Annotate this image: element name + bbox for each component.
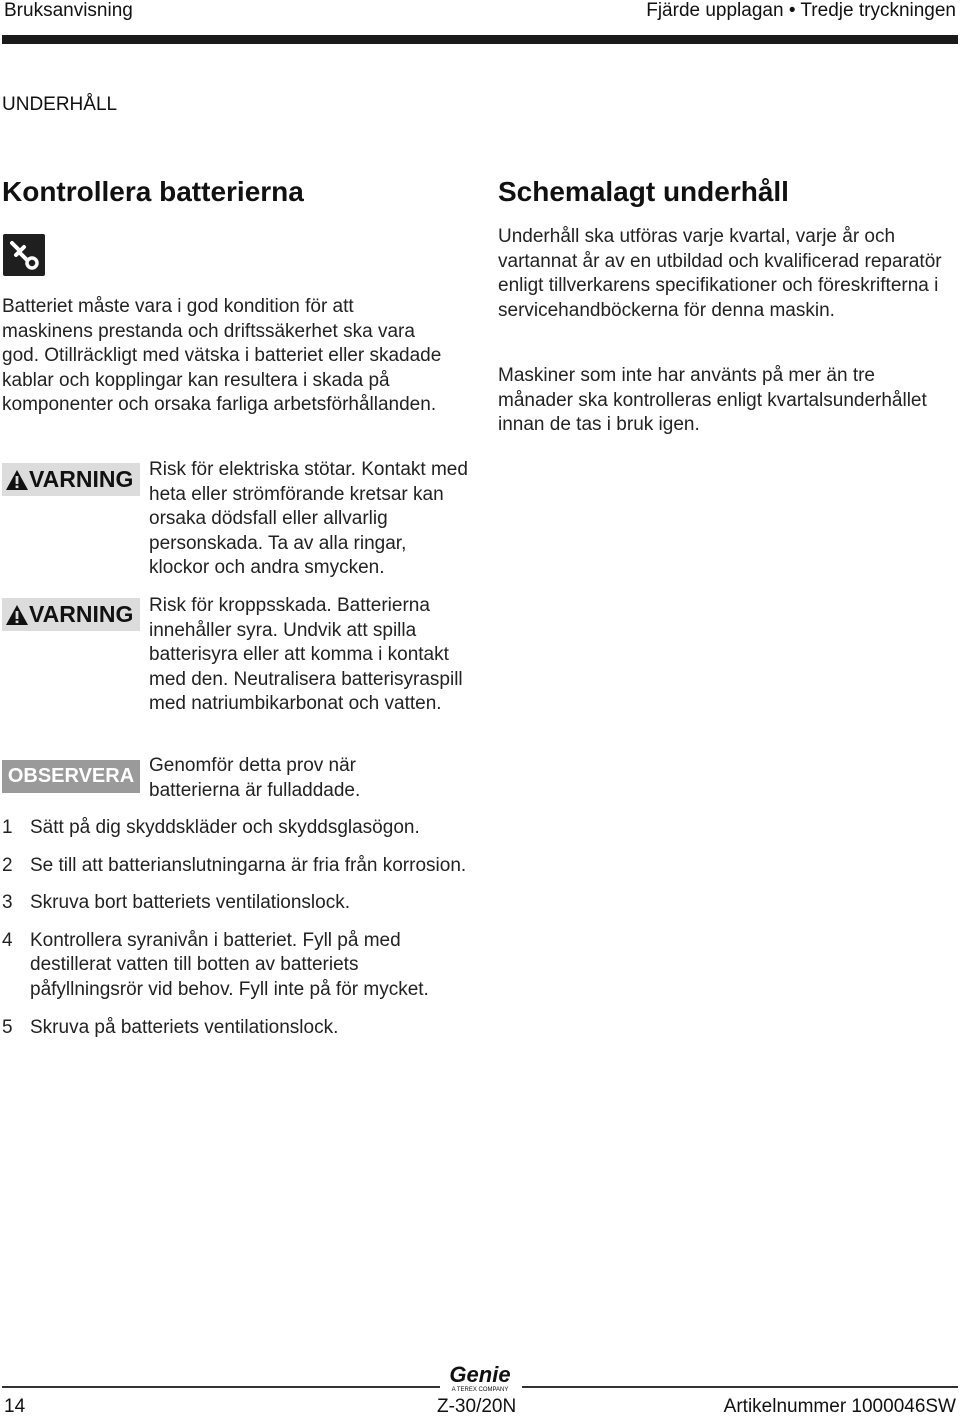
heading-scheduled-maintenance: Schemalagt underhåll [498, 176, 789, 207]
step-number: 1 [2, 817, 13, 838]
warning-badge-acid [2, 598, 140, 631]
heading-check-batteries: Kontrollera batterierna [2, 176, 304, 207]
wrench-tool-icon [3, 234, 45, 276]
step-text: Se till att batterianslutningarna är fria från korrosion. [30, 854, 467, 876]
step-item [2, 816, 472, 841]
step-number: 4 [2, 929, 13, 951]
step-item [2, 1016, 472, 1041]
step-number: 5 [2, 1016, 13, 1038]
genie-logo [440, 1362, 520, 1394]
procedure-steps [2, 816, 472, 1053]
footer-rule-right [522, 1386, 958, 1388]
section-label: UNDERHÅLL [2, 94, 118, 115]
page-number: 14 [4, 1396, 26, 1417]
step-item [2, 891, 472, 916]
logo-subtext: A TEREX COMPANY [451, 1387, 509, 1393]
step-text: Sätt på dig skyddskläder och skyddsglasögon. [30, 817, 420, 838]
step-text: Kontrollera syranivån i batteriet. Fyll på med destillerat vatten till botten av batteriets påfyllningsrör vid behov. Fyll inte på för mycket. [30, 929, 429, 1000]
step-text: Skruva på batteriets ventilationslock. [30, 1016, 339, 1038]
note-badge [2, 760, 140, 793]
header-manual-title: Bruksanvisning [4, 0, 133, 21]
logo-text: Genie [449, 1362, 511, 1387]
maintenance-paragraph-1: Underhåll ska utföras varje kvartal, varje år och vartannat år av en utbildad och kvalificerad reparatör enligt tillverkarens specifikationer och föreskrifterna i servicehandböckerna för denna maskin. [498, 226, 942, 321]
step-number: 3 [2, 892, 13, 914]
model-number: Z-30/20N [437, 1396, 517, 1417]
header-rule [2, 35, 958, 44]
warning-badge-label: VARNING [29, 466, 134, 492]
warning-badge-label: VARNING [29, 601, 134, 627]
intro-paragraph: Batteriet måste vara i god kondition för att maskinens prestanda och driftssäkerhet ska vara god. Otillräckligt med vätska i batteriet eller skadade kablar och kopplingar kan resultera i skada på komponenter och orsaka farliga arbetsförhållanden. [2, 296, 442, 416]
warning-text-electric: Risk för elektriska stötar. Kontakt med heta eller strömförande kretsar kan orsaka dödsfall eller allvarlig personskada. Ta av alla ringar, klockor och andra smycken. [149, 459, 468, 579]
maintenance-paragraph-2: Maskiner som inte har använts på mer än tre månader ska kontrolleras enligt kvartalsunderhållet innan de tas i bruk igen. [498, 365, 927, 436]
footer-rule-left [2, 1386, 440, 1388]
note-badge-label: OBSERVERA [7, 765, 135, 787]
part-number: Artikelnummer 1000046SW [723, 1396, 956, 1417]
note-text: Genomför detta prov när batterierna är fulladdade. [149, 755, 361, 801]
warning-triangle-icon [5, 468, 29, 492]
step-item [2, 929, 472, 1003]
warning-badge-electric [2, 463, 140, 496]
warning-triangle-icon [5, 603, 29, 627]
step-number: 2 [2, 854, 13, 876]
warning-text-acid: Risk för kroppsskada. Batterierna innehåller syra. Undvik att spilla batterisyra eller att komma i kontakt med den. Neutralisera batterisyraspill med natriumbikarbonat och vatten. [149, 595, 463, 715]
step-text: Skruva bort batteriets ventilationslock. [30, 892, 350, 914]
step-item [2, 854, 472, 879]
header-edition: Fjärde upplagan • Tredje tryckningen [646, 0, 956, 21]
